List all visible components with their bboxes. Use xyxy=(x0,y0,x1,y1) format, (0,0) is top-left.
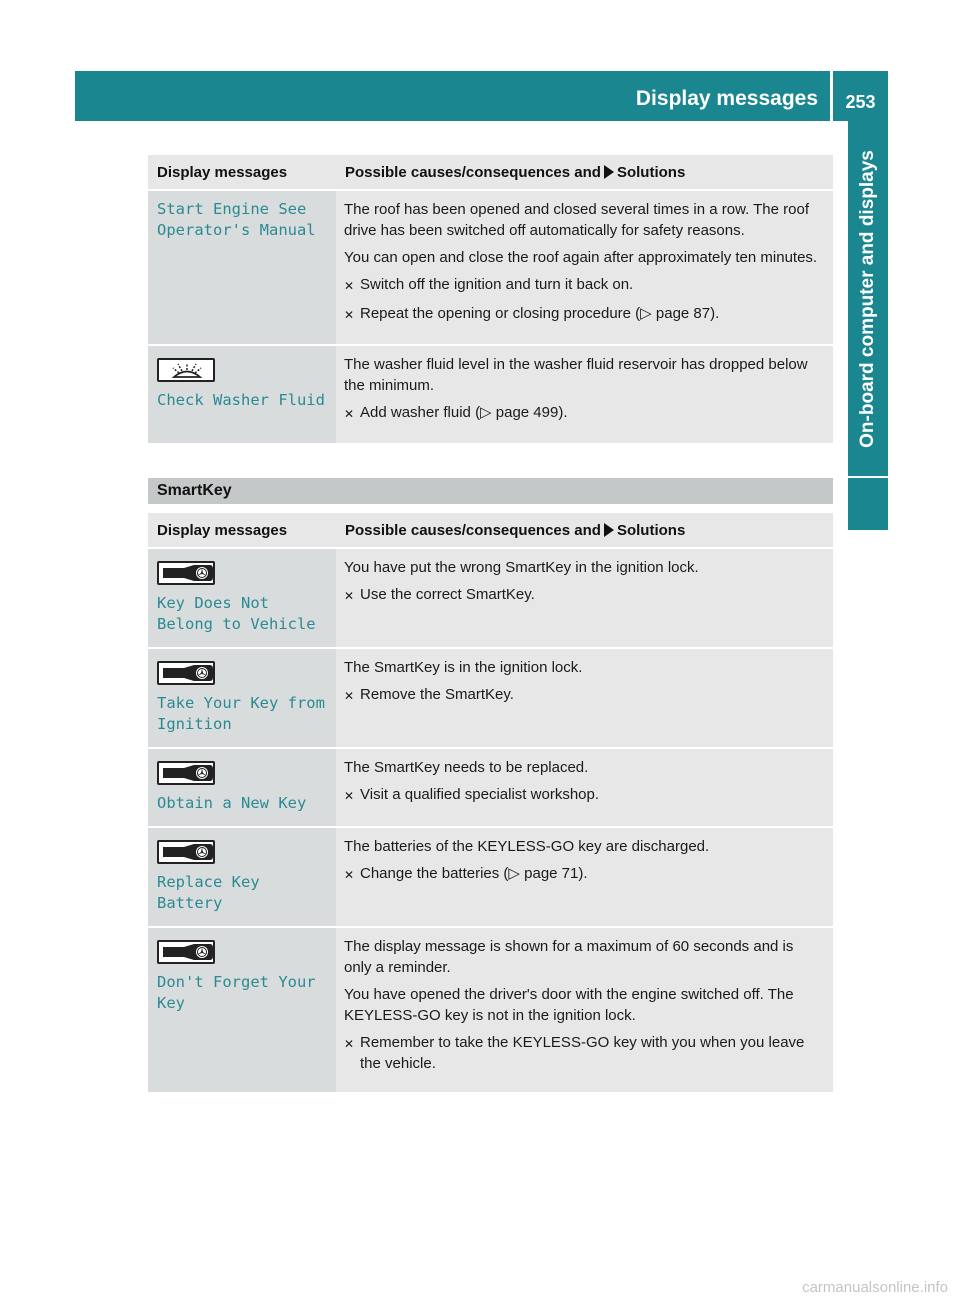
message-cell xyxy=(148,190,336,345)
display-message-text: Take Your Key from Ignition xyxy=(157,694,325,733)
smartkey-icon xyxy=(157,661,215,685)
page-header-title: Display messages xyxy=(635,87,818,110)
page-number: 253 xyxy=(833,71,888,121)
step-marker-icon: ✕ xyxy=(344,308,355,322)
display-messages-table xyxy=(148,155,833,445)
table-row xyxy=(148,648,833,748)
solution-step-text: Use the correct SmartKey. xyxy=(360,586,535,603)
cause-paragraph: You have opened the driver's door with the engine switched off. The KEYLESS-GO key is not in the ignition lock. xyxy=(344,986,794,1024)
step-marker-icon: ✕ xyxy=(344,279,355,293)
table-header-row xyxy=(148,513,833,548)
washer-fluid-icon xyxy=(157,358,215,382)
solution-cell xyxy=(336,345,833,444)
smartkey-icon xyxy=(157,561,215,585)
column-header-messages: Display messages xyxy=(148,513,336,548)
solution-cell xyxy=(336,927,833,1093)
solution-cell xyxy=(336,190,833,345)
cause-paragraph: The washer fluid level in the washer fluid reservoir has dropped below the minimum. xyxy=(344,356,808,394)
step-marker-icon: ✕ xyxy=(344,689,355,703)
solution-step xyxy=(344,584,825,607)
cause-paragraph: The SmartKey is in the ignition lock. xyxy=(344,659,583,676)
column-header-causes xyxy=(336,513,833,548)
step-marker-icon: ✕ xyxy=(344,789,355,803)
side-tab-label: On-board computer and displays xyxy=(857,149,878,448)
table-row xyxy=(148,748,833,827)
display-message-text: Start Engine See Operator's Manual xyxy=(157,200,316,239)
solution-step xyxy=(344,1032,825,1074)
solution-step xyxy=(344,303,825,326)
cause-paragraph: The roof has been opened and closed several times in a row. The roof drive has been switched off automatically for safety reasons. xyxy=(344,201,810,239)
solution-step-text: Remember to take the KEYLESS-GO key with you when you leave the vehicle. xyxy=(360,1034,805,1072)
arrow-right-icon xyxy=(604,165,614,179)
solution-step-text: Repeat the opening or closing procedure (▷ page 87). xyxy=(360,305,720,322)
message-cell xyxy=(148,345,336,444)
message-cell xyxy=(148,648,336,748)
display-message-text: Check Washer Fluid xyxy=(157,391,325,409)
page-header-bar xyxy=(75,71,830,121)
display-message-text: Obtain a New Key xyxy=(157,794,307,812)
display-message-text: Don't Forget Your Key xyxy=(157,973,316,1012)
column-header-messages: Display messages xyxy=(148,155,336,190)
message-cell xyxy=(148,748,336,827)
solution-step-text: Visit a qualified specialist workshop. xyxy=(360,786,600,803)
message-cell xyxy=(148,927,336,1093)
smartkey-messages-table xyxy=(148,513,833,1094)
display-message-text: Key Does Not Belong to Vehicle xyxy=(157,594,316,633)
display-message-text: Replace Key Battery xyxy=(157,873,260,912)
smartkey-icon xyxy=(157,840,215,864)
column-header-causes xyxy=(336,155,833,190)
smartkey-icon xyxy=(157,761,215,785)
column-header-solutions-label: Solutions xyxy=(616,521,686,539)
cause-paragraph: The display message is shown for a maximum of 60 seconds and is only a reminder. xyxy=(344,938,794,976)
message-cell xyxy=(148,548,336,648)
step-marker-icon: ✕ xyxy=(344,868,355,882)
table-row xyxy=(148,345,833,444)
table-header-row xyxy=(148,155,833,190)
cause-paragraph: The batteries of the KEYLESS-GO key are discharged. xyxy=(344,838,710,855)
solution-step-text: Switch off the ignition and turn it back on. xyxy=(360,276,634,293)
column-header-causes-label: Possible causes/consequences and xyxy=(345,521,601,539)
solution-cell xyxy=(336,827,833,927)
smartkey-icon xyxy=(157,940,215,964)
arrow-right-icon xyxy=(604,523,614,537)
footer-watermark: carmanualsonline.info xyxy=(802,1279,948,1296)
cause-paragraph: The SmartKey needs to be replaced. xyxy=(344,759,589,776)
column-header-solutions-label: Solutions xyxy=(616,163,686,181)
cause-paragraph: You can open and close the roof again after approximately ten minutes. xyxy=(344,249,818,266)
step-marker-icon: ✕ xyxy=(344,407,355,421)
step-marker-icon: ✕ xyxy=(344,1037,355,1051)
solution-step xyxy=(344,402,825,425)
table-row xyxy=(148,190,833,345)
solution-cell xyxy=(336,548,833,648)
column-header-causes-label: Possible causes/consequences and xyxy=(345,163,601,181)
side-tab-label-wrap xyxy=(848,121,888,476)
table-row xyxy=(148,827,833,927)
solution-step-text: Change the batteries (▷ page 71). xyxy=(360,865,588,882)
solution-cell xyxy=(336,748,833,827)
side-tab-block xyxy=(848,478,888,530)
step-marker-icon: ✕ xyxy=(344,589,355,603)
solution-step xyxy=(344,274,825,297)
table-row xyxy=(148,927,833,1093)
message-cell xyxy=(148,827,336,927)
cause-paragraph: You have put the wrong SmartKey in the ignition lock. xyxy=(344,559,699,576)
solution-step-text: Remove the SmartKey. xyxy=(360,686,514,703)
solution-step xyxy=(344,684,825,707)
section-title-smartkey: SmartKey xyxy=(148,478,833,504)
solution-step xyxy=(344,863,825,886)
table-row xyxy=(148,548,833,648)
solution-step xyxy=(344,784,825,807)
solution-cell xyxy=(336,648,833,748)
solution-step-text: Add washer fluid (▷ page 499). xyxy=(360,404,568,421)
